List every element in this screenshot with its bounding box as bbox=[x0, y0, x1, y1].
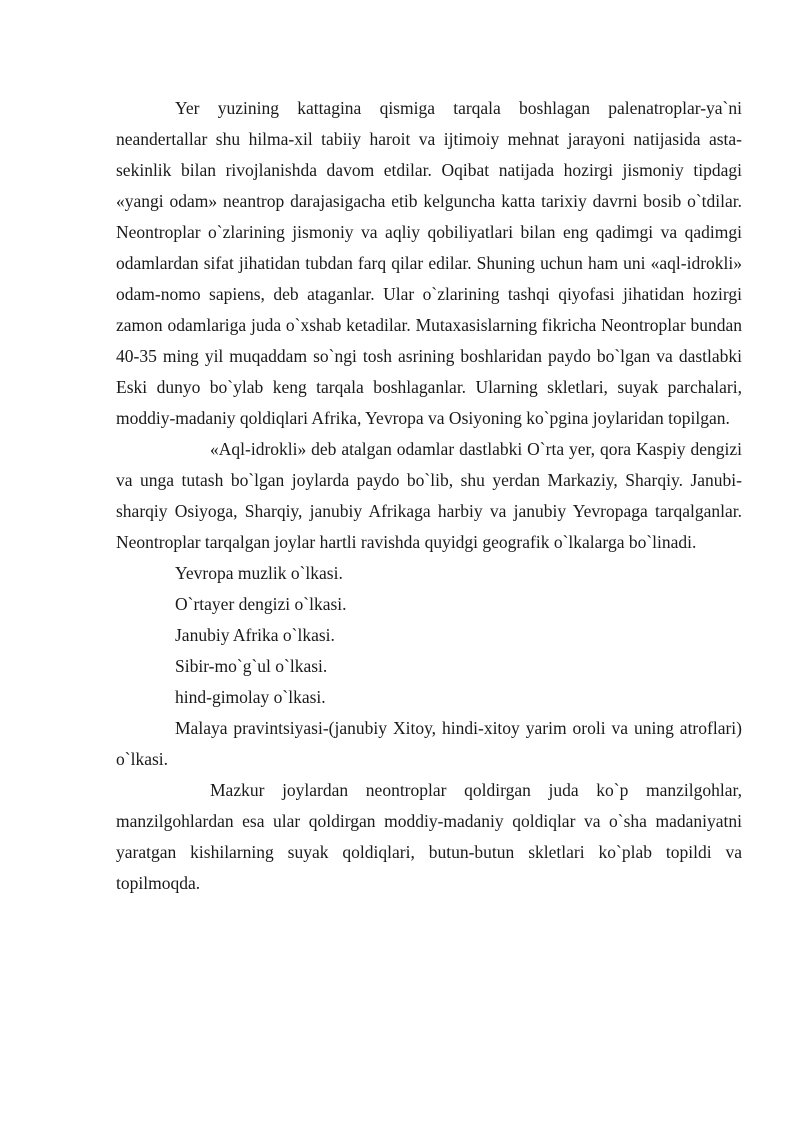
document-page bbox=[116, 93, 742, 899]
paragraph-neanderthals: Yer yuzining kattagina qismiga tarqala boshlagan palenatroplar-ya`ni neandertallar shu hilma-xil tabiiy haroit va ijtimoiy mehnat jarayoni natijasida asta-sekinlik bilan rivojlanishda davom etdilar. Oqibat natijada hozirgi jismoniy tipdagi «yangi odam» neantrop darajasigacha etib kelguncha katta tarixiy davrni bosib o`tdilar. Neontroplar o`zlarining jismoniy va aqliy qobiliyatlari bilan eng qadimgi va qadimgi odamlardan sifat jihatidan tubdan farq qilar edilar. Shuning uchun ham uni «aql-idrokli» odam-nomo sapiens, deb ataganlar. Ular o`zlarining tashqi qiyofasi jihatidan hozirgi zamon odamlariga juda o`xshab ketadilar. Mutaxasislarning fikricha Neontroplar bundan 40-35 ming yil muqaddam so`ngi tosh asrining boshlaridan paydo bo`lgan va dastlabki Eski dunyo bo`ylab keng tarqala boshlaganlar. Ularning skletlari, suyak parchalari, moddiy-madaniy qoldiqlari Afrika, Yevropa va Osiyoning ko`pgina joylaridan topilgan. bbox=[116, 98, 742, 428]
paragraph-closing: Mazkur joylardan neontroplar qoldirgan juda ko`p manzilgohlar, manzilgohlardan esa ular qoldirgan moddiy-madaniy qoldiqlar va o`sha madaniyatni yaratgan kishilarning suyak qoldiqlari, butun-butun skletlari ko`plab topildi va topilmoqda. bbox=[116, 780, 742, 893]
region-item: Yevropa muzlik o`lkasi. bbox=[175, 563, 343, 583]
region-item: Janubiy Afrika o`lkasi. bbox=[175, 625, 335, 645]
regions-list bbox=[116, 558, 742, 713]
region-item: O`rtayer dengizi o`lkasi. bbox=[175, 594, 347, 614]
region-item: hind-gimolay o`lkasi. bbox=[175, 687, 326, 707]
paragraph-homo-sapiens-spread: «Aql-idrokli» deb atalgan odamlar dastlabki O`rta yer, qora Kaspiy dengizi va unga tutash bo`lgan joylarda paydo bo`lib, shu yerdan Markaziy, Sharqiy. Janubi-sharqiy Osiyoga, Sharqiy, janubiy Afrikaga harbiy va janubiy Yevropaga tarqalganlar. Neontroplar tarqalgan joylar hartli ravishda quyidgi geografik o`lkalarga bo`linadi. bbox=[116, 439, 742, 552]
region-item-malaya: Malaya pravintsiyasi-(janubiy Xitoy, hindi-xitoy yarim oroli va uning atroflari) o`lkasi. bbox=[116, 718, 742, 769]
region-item: Sibir-mo`g`ul o`lkasi. bbox=[175, 656, 328, 676]
